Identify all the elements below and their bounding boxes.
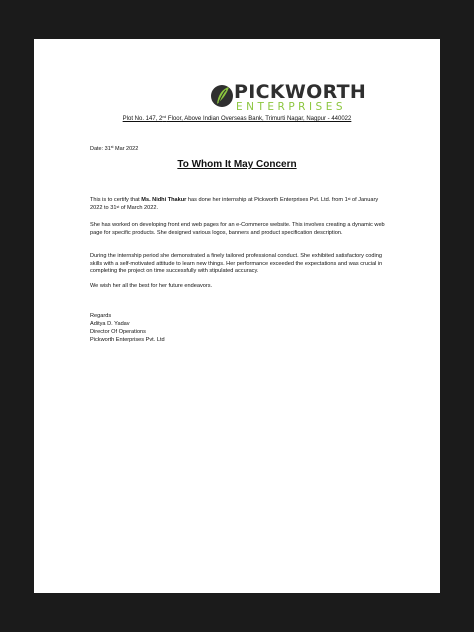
closing-text: Regards	[90, 313, 112, 319]
logo-word-main: PICKWORTH	[234, 81, 367, 103]
intern-name: Ms. Nidhi Thakur	[141, 197, 187, 203]
company-address: Plot No. 147, 2nd Floor, Above Indian Overseas Bank, Trimurti Nagar, Nagpur - 440022	[122, 115, 352, 122]
logo-word-sub: ENTERPRISES	[236, 101, 347, 113]
paragraph-conduct: During the internship period she demonstrated a finely tailored professional conduct. She exhibited satisfactory coding skills with a self-motivated attitude to learn new things. Her performance exceeded the expectations and was crucial in completing the project on time successfully with stipulated accuracy.	[90, 253, 383, 275]
signatory-title: Director Of Operations	[90, 329, 146, 335]
letter-page	[34, 39, 440, 593]
signature-block	[90, 312, 165, 344]
signatory-company: Pickworth Enterprises Pvt. Ltd	[90, 337, 165, 343]
paragraph-wishes: We wish her all the best for her future endeavors.	[90, 283, 213, 289]
letter-heading: To Whom It May Concern	[177, 159, 297, 170]
letter-date: Date: 31st Mar 2022	[90, 145, 139, 152]
paragraph-work: She has worked on developing front end web pages for an e-Commerce website. This involves creating a dynamic web page for specific products. She designed various logos, banners and product specification description.	[90, 222, 385, 236]
signatory-name: Aditya D. Yadav	[90, 321, 130, 327]
company-logo	[210, 79, 370, 115]
paragraph-certification: This is to certify that Ms. Nidhi Thakur has done her internship at Pickworth Enterprises Pvt. Ltd. from 1st of January 2022 to 31st of March 2022.	[90, 197, 379, 211]
